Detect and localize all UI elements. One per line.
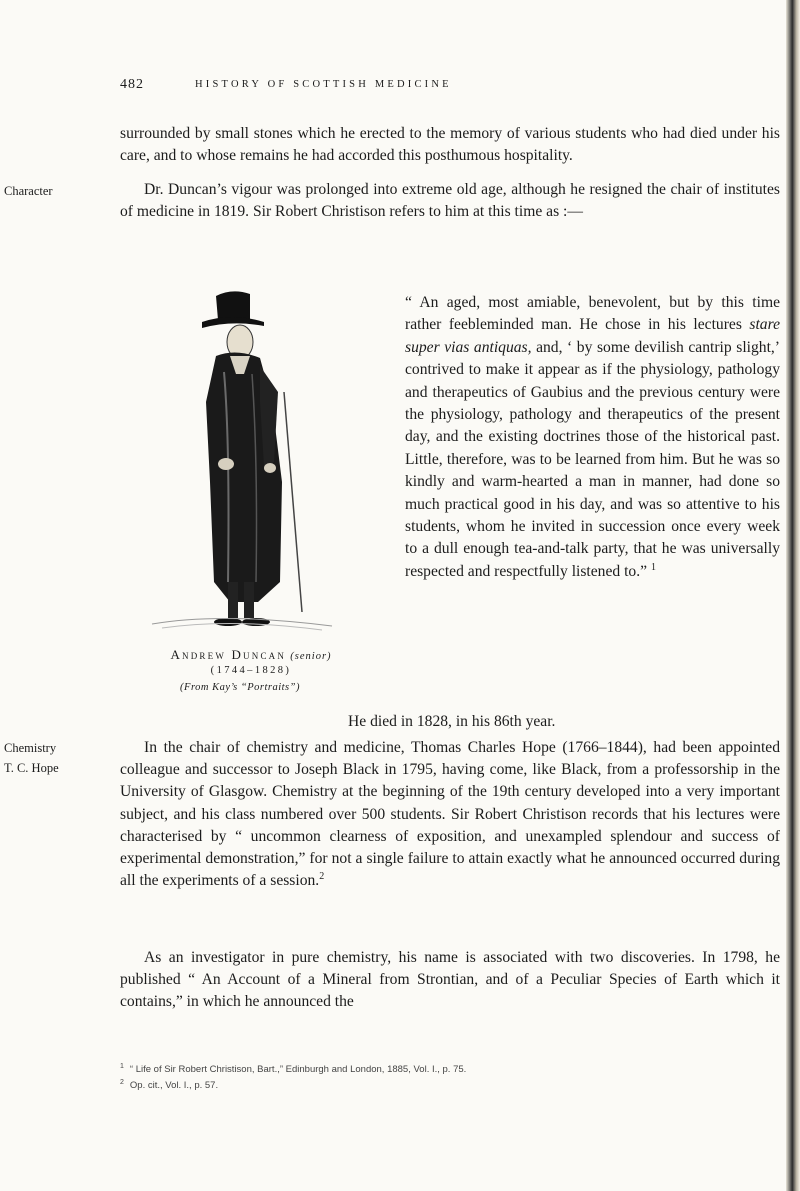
caption-senior: (senior) (290, 651, 332, 662)
footnote-mark: 1 (120, 1063, 124, 1070)
figure-caption-dates: (1744–1828) (210, 665, 292, 676)
portrait-figure (120, 268, 380, 738)
footnote-text: Op. cit., Vol. I., p. 57. (129, 1080, 219, 1092)
footnote-2 (120, 1076, 780, 1092)
paragraph-1: surrounded by small stones which he erected to the memory of various students who had died under his care, and to whose remains he had accorded this posthumous hospitality. (120, 125, 780, 165)
footnote-mark: 2 (120, 1079, 124, 1087)
footnote-text: “ Life of Sir Robert Christison, Bart.,” Edinburgh and London, 1885, Vol. I., p. 75. (129, 1064, 467, 1076)
portrait-engraving (132, 282, 372, 642)
quote-latin: stare super vias antiquas, (405, 316, 780, 356)
block-quote (405, 292, 780, 583)
page-edge (786, 0, 800, 1191)
paragraph-2-text: Dr. Duncan’s vigour was prolonged into extreme old age, although he resigned the chair of institutes of medicine in 1819. Sir Robert Christison refers to him at this time as :— (120, 181, 780, 221)
figure-caption-title (120, 647, 382, 663)
caption-name: Andrew Duncan (170, 647, 287, 662)
paragraph-4-text: In the chair of chemistry and medicine, Thomas Charles Hope (1766–1844), had been appointed colleague and successor to Joseph Black in 1795, having come, like Black, from a professorship in the University of Glasgow. Chemistry at the beginning of the 19th century developed into a very important subject, and his class numbered over 500 students. Sir Robert Christison records that his lectures were characterised by “ uncommon clearness of exposition, and unexampled splendour and success of experimental demonstration,” for not a single failure to attain exactly what he announced occurred during all the experiments of a session. (120, 739, 780, 890)
footnote-ref-2[interactable]: 2 (319, 871, 325, 883)
quote-text-a: “ An aged, most amiable, benevolent, but by this time rather feebleminded man. He chose in his lectures (405, 294, 780, 334)
footnotes (120, 1060, 780, 1092)
margin-note-chemistry: Chemistry (4, 741, 57, 755)
margin-note-character: Character (4, 184, 53, 198)
page-number: 482 (120, 77, 144, 92)
paragraph-4 (120, 737, 780, 892)
margin-note-hope: T. C. Hope (4, 761, 59, 775)
figure-caption-source: (From Kay’s “Portraits”) (180, 682, 300, 693)
footnote-ref-1[interactable]: 1 (650, 561, 656, 573)
running-head: HISTORY OF SCOTTISH MEDICINE (195, 79, 452, 90)
footnote-1 (120, 1060, 780, 1076)
paragraph-5-text: As an investigator in pure chemistry, his name is associated with two discoveries. In 1798, he published “ An Account of a Mineral from Strontian, and of a Peculiar Species of Earth which it contains,” in which he announced the (120, 949, 780, 1011)
quote-text-b: and, ‘ by some devilish cantrip slight,’ contrived to make it appear as if the physiology, pathology and therapeutics of Gaubius and the previous century were the physiology, pathology and therapeutics of the present day, and the existing doctrines those of the historical past. Little, therefore, was to be learned from him. But he was so kindly and warm-hearted a man in manner, had done so much practical good in his day, and was so attentive to his students, whom he invited in succession once every week to a dull enough tea-and-talk party, that he was universally respected and respectfully listened to.” (405, 338, 780, 580)
paragraph-2 (120, 179, 780, 223)
paragraph-5 (120, 947, 780, 1014)
paragraph-3: He died in 1828, in his 86th year. (348, 713, 556, 730)
page-header (0, 77, 800, 97)
